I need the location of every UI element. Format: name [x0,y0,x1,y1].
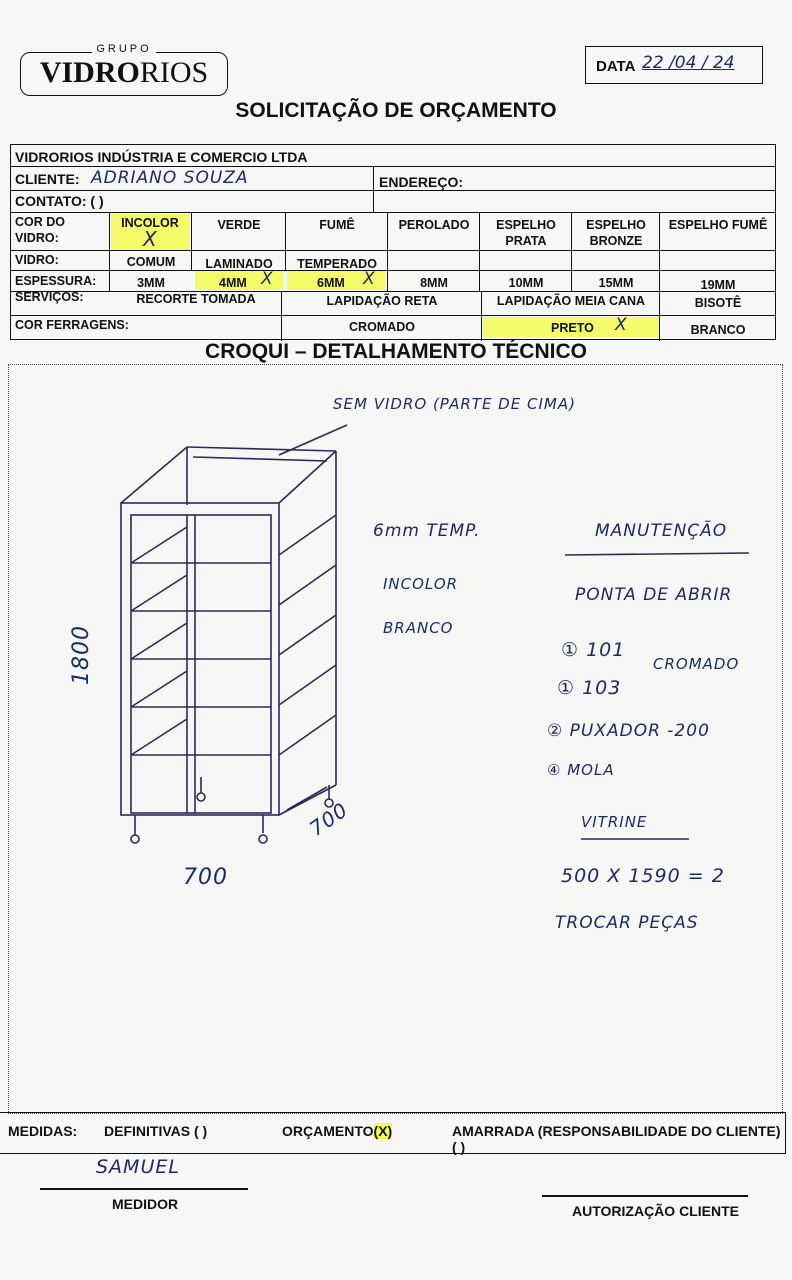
address-label: ENDEREÇO: [379,174,464,190]
option-bisote: BISOTÊ [694,296,742,310]
date-box [585,46,763,84]
note-item-101: ① 101 [561,639,626,661]
quote-mark: (X) [373,1123,393,1139]
client-signature-line [542,1195,748,1197]
option-3mm: 3MM [137,276,165,290]
thickness-label: ESPESSURA: [15,274,97,288]
note-swap-parts: TROCAR PEÇAS [555,913,699,933]
logo-name: VIDRORIOS [39,56,209,89]
note-spec-thickness: 6mm TEMP. [373,521,481,541]
dimension-width: 700 [183,865,228,890]
preto-mark: X [615,315,627,335]
date-label: DATA [596,58,636,75]
option-4mm: 4MM [219,276,247,290]
sketch-area [8,364,783,1114]
option-verde: VERDE [217,218,261,232]
measurer-label: MEDIDOR [112,1196,179,1212]
note-top-glass: SEM VIDRO (PARTE DE CIMA) [333,395,576,413]
option-preto: PRETO [551,321,594,335]
company-logo [20,44,228,96]
dimension-height: 1800 [69,625,94,685]
dimension-depth: 700 [305,797,353,841]
option-19mm: 19MM [700,278,736,292]
measurer-signature: SAMUEL [96,1156,180,1178]
option-incolor: INCOLOR [121,216,179,230]
option-perolado: PEROLADO [398,218,470,232]
quote-form [10,144,776,340]
note-maintenance: MANUTENÇÃO [595,521,728,541]
hardware-label: COR FERRAGENS: [15,318,129,332]
option-temperado: TEMPERADO [297,257,377,271]
note-item-mola: ④ MOLA [547,761,615,779]
date-value: 22 /04 / 24 [642,53,735,73]
option-recorte-tomada: RECORTE TOMADA [136,292,256,306]
measures-label: MEDIDAS: [8,1123,78,1139]
note-dimensions: 500 X 1590 = 2 [561,865,725,887]
note-spec-finish: BRANCO [383,619,454,637]
note-showcase: VITRINE [581,813,648,831]
option-comum: COMUM [126,255,176,269]
note-chrome: CROMADO [653,655,740,673]
measurer-signature-line [40,1188,248,1190]
option-espelho-fume: ESPELHO FUMÊ [668,218,768,232]
contact-label: CONTATO: ( ) [15,193,104,209]
note-item-puxador: ② PUXADOR -200 [547,721,710,741]
4mm-mark: X [261,269,273,289]
option-10mm: 10MM [508,276,544,290]
client-value: ADRIANO SOUZA [91,168,249,188]
client-auth-label: AUTORIZAÇÃO CLIENTE [572,1203,739,1219]
option-15mm: 15MM [598,276,634,290]
page-title: SOLICITAÇÃO DE ORÇAMENTO [235,99,557,122]
option-cromado: CROMADO [349,320,415,334]
client-label: CLIENTE: [15,171,80,187]
company-name: VIDRORIOS INDÚSTRIA E COMERCIO LTDA [15,149,308,165]
services-label: SERVIÇOS: [15,290,84,304]
glass-color-label: COR DO VIDRO: [15,215,65,245]
option-lapidacao-reta: LAPIDAÇÃO RETA [326,294,438,308]
option-espelho-prata: ESPELHO PRATA [496,218,556,248]
option-branco: BRANCO [690,323,746,337]
6mm-mark: X [363,269,375,289]
definitive-option: DEFINITIVAS ( ) [104,1123,208,1139]
option-fume: FUMÊ [319,218,355,232]
note-spec-color: INCOLOR [383,575,459,593]
option-lapidacao-meia-cana: LAPIDAÇÃO MEIA CANA [496,294,646,308]
glass-type-label: VIDRO: [15,253,59,267]
logo-group-text: GRUPO [20,43,228,55]
note-lock: PONTA DE ABRIR [575,585,733,605]
option-laminado: LAMINADO [205,257,273,271]
option-8mm: 8MM [420,276,448,290]
note-item-103: ① 103 [557,677,622,699]
incolor-mark: X [143,227,157,251]
tied-option: AMARRADA (RESPONSABILIDADE DO CLIENTE) ( ) [452,1123,781,1155]
croqui-title: CROQUI – DETALHAMENTO TÉCNICO [205,340,587,363]
quote-option: ORÇAMENTO(X) [282,1123,393,1139]
measures-bar [0,1112,786,1154]
option-espelho-bronze: ESPELHO BRONZE [586,218,646,248]
option-6mm: 6MM [317,276,345,290]
